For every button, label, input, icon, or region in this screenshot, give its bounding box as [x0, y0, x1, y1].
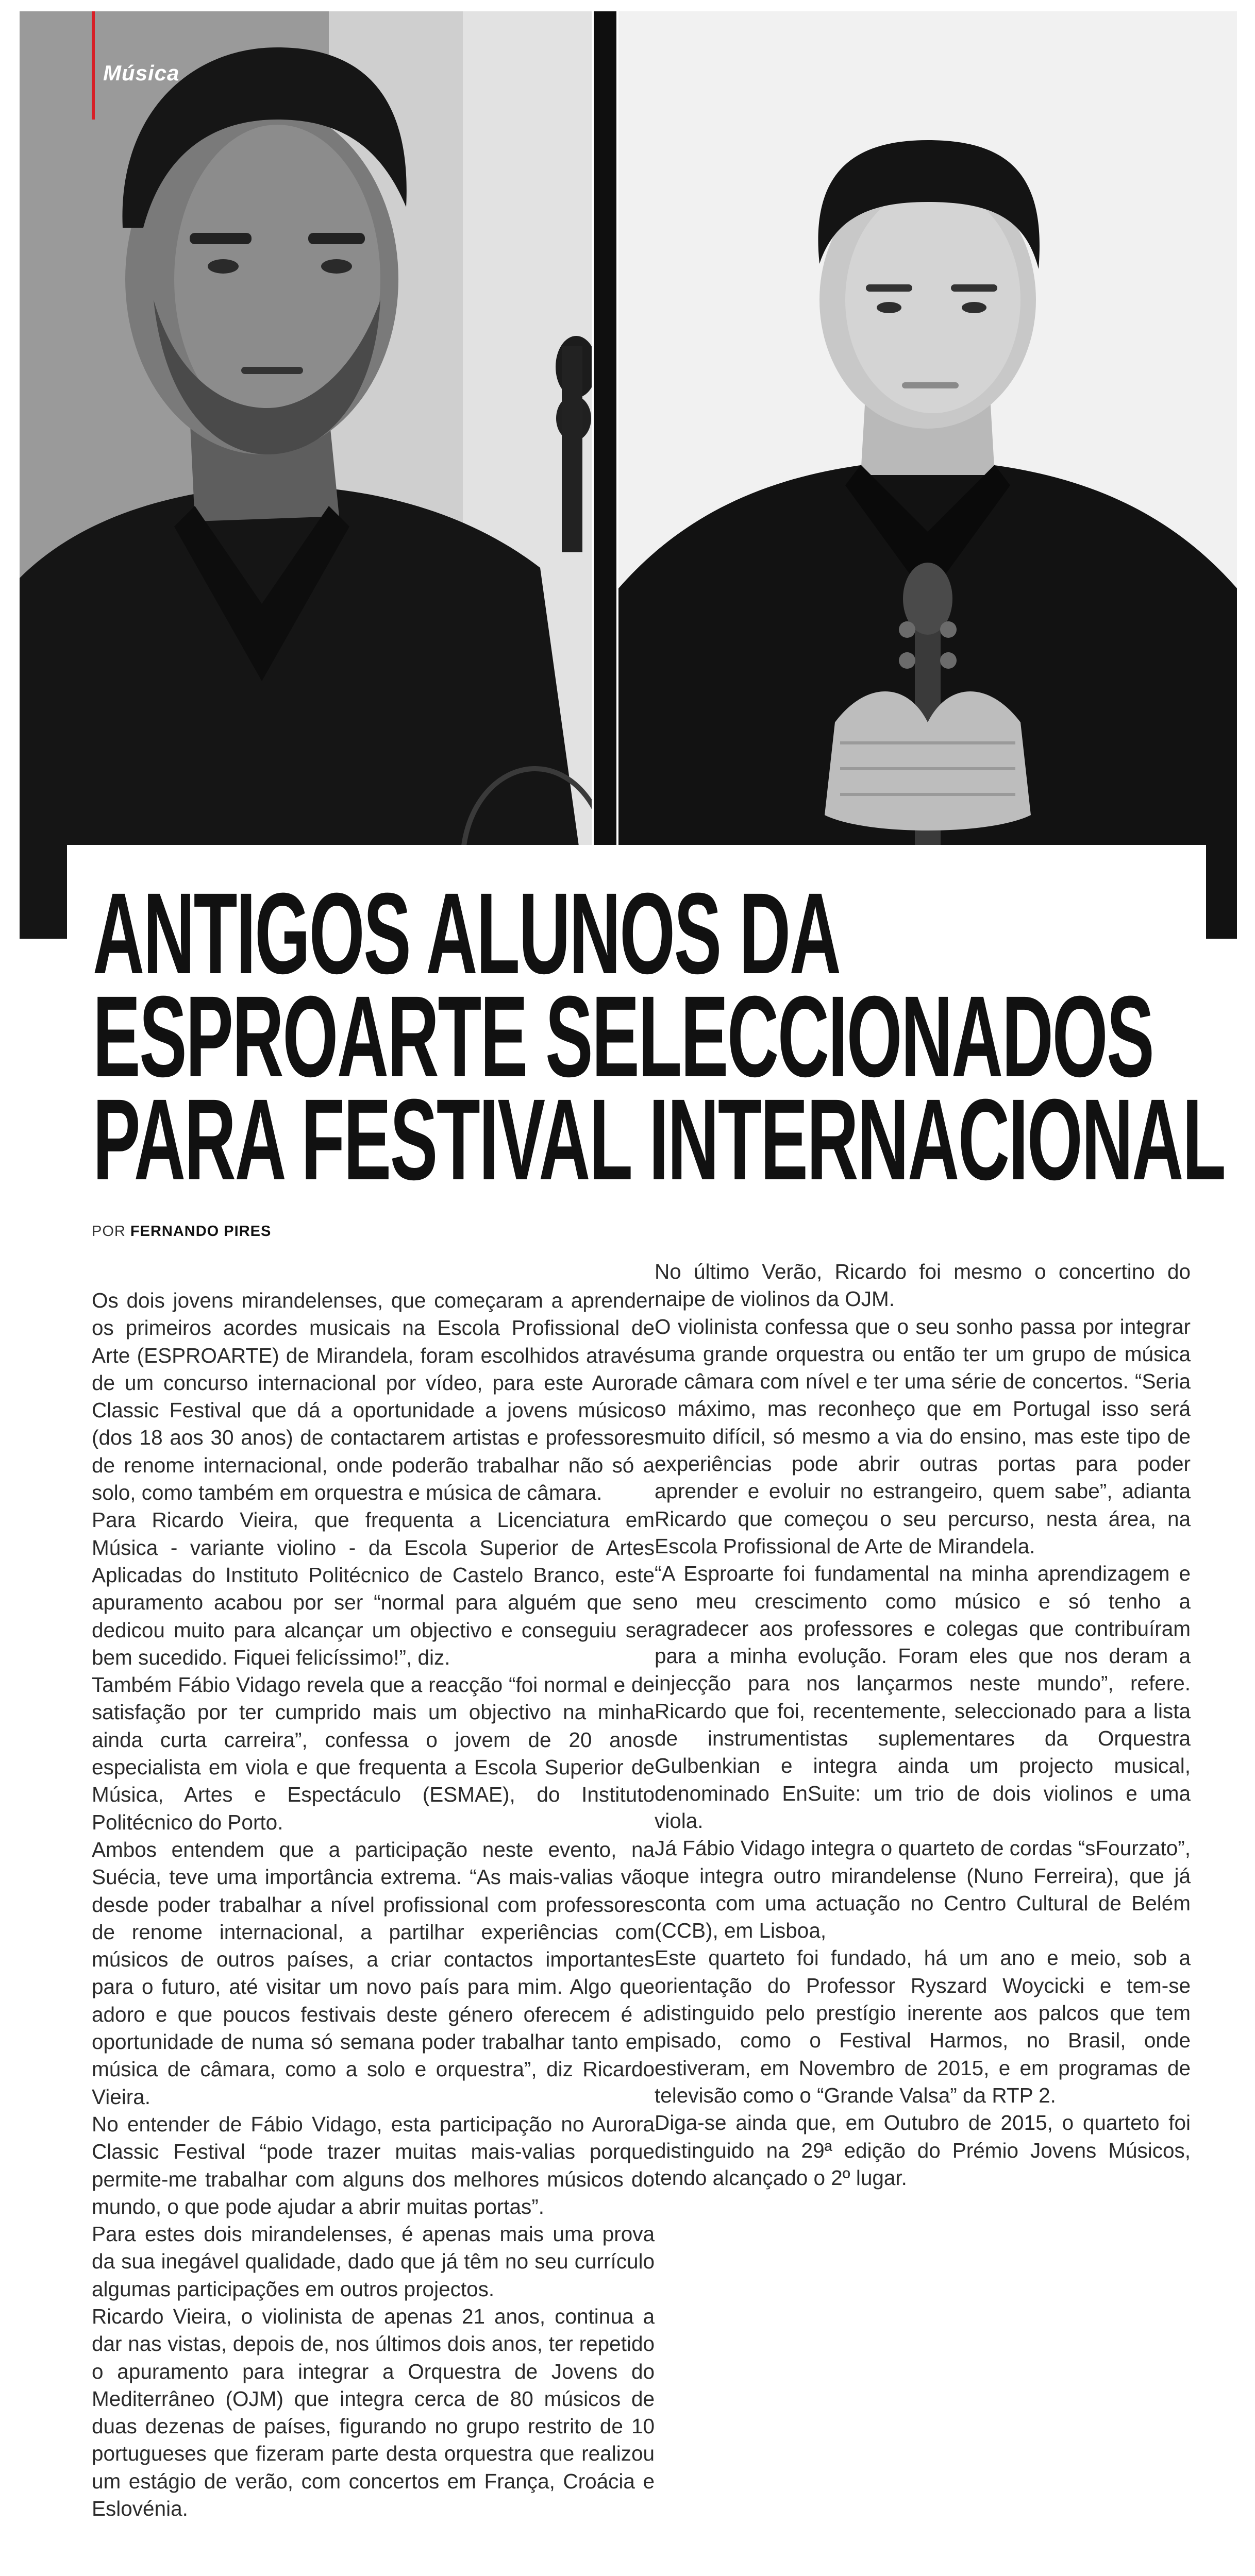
portrait-right-illustration	[618, 11, 1237, 939]
headline-line-1: ANTIGOS ALUNOS DA	[93, 869, 840, 998]
paragraph: O violinista confessa que o seu sonho passa por integrar uma grande orquestra ou então ter um grupo de música de câmara com nível e ter uma série de concertos. “Seria o máximo, mas reconheço que em Portugal isso será muito difícil, só mesmo a via do ensino, mas este tipo de experiências pode abrir outras portas para poder aprender e evoluir no estrangeiro, quem sabe”, adianta Ricardo que começou o seu percurso, nesta área, na Escola Profissional de Arte de Mirandela.	[655, 1314, 1191, 1558]
section-marker-bar	[92, 11, 95, 120]
portrait-left-illustration	[20, 11, 592, 939]
paragraph: Os dois jovens mirandelenses, que começaram a aprender os primeiros acordes musicais na Escola Profissional de Arte (ESPROARTE) de Mirandela, foram escolhidos através de um concurso internacional por vídeo, para este Aurora Classic Festival que dá a oportunidade a jovens músicos (dos 18 aos 30 anos) de contactarem artistas e professores de renome internacional, onde poderão trabalhar não só a solo, como também em orquestra e música de câmara.	[92, 1289, 655, 1505]
paragraph: No último Verão, Ricardo foi mesmo o concertino do naipe de violinos da OJM.	[655, 1260, 1191, 1311]
paragraph: “A Esproarte foi fundamental na minha aprendizagem e no meu crescimento como músico e só tenho a agradecer aos professores e colegas que contribuíram para a minha evolução. Foram eles que nos deram a injecção para nos lançarmos neste mundo”, refere. Ricardo que foi, recentemente, seleccionado para a lista de instrumentistas suplementares da Orquestra Gulbenkian e integra ainda um projecto musical, denominado EnSuite: um trio de dois violinos e uma viola.	[655, 1562, 1191, 1833]
byline-author: FERNANDO PIRES	[130, 1223, 272, 1240]
photo-ricardo-vieira	[20, 11, 592, 939]
article-column-right	[655, 1258, 1191, 2192]
paragraph: Para Ricardo Vieira, que frequenta a Licenciatura em Música - variante violino - da Escola Superior de Artes Aplicadas do Instituto Politécnico de Castelo Branco, este apuramento acabou por ser “normal para alguém que se dedicou muito para alcançar um objectivo e conseguiu ser bem sucedido. Fiquei felicíssimo!”, diz.	[92, 1508, 655, 1669]
byline	[92, 1223, 271, 1240]
paragraph: Diga-se ainda que, em Outubro de 2015, o quarteto foi distinguido na 29ª edição do Prémio Jovens Músicos, tendo alcançado o 2º lugar.	[655, 2111, 1191, 2190]
photo-fabio-vidago	[618, 11, 1237, 939]
headline-line-3: PARA FESTIVAL INTERNACIONAL	[93, 1075, 1225, 1204]
article-column-left	[92, 1287, 655, 2522]
paragraph: No entender de Fábio Vidago, esta participação no Aurora Classic Festival “pode trazer muitas mais-valias porque permite-me trabalhar com alguns dos melhores músicos do mundo, o que pode ajudar a abrir muitas portas”.	[92, 2112, 655, 2218]
paragraph: Ambos entendem que a participação neste evento, na Suécia, teve uma importância extrema. “As mais-valias vão desde poder trabalhar a nível profissional com professores de renome internacional, a partilhar experiências com músicos de outros países, a criar contactos importantes para o futuro, até visitar um novo país para mim. Algo que adoro e que poucos festivais deste género oferecem é a oportunidade de numa só semana poder trabalhar tanto em música de câmara, como a solo e orquestra”, diz Ricardo Vieira.	[92, 1837, 655, 2109]
paragraph: Este quarteto foi fundado, há um ano e meio, sob a orientação do Professor Ryszard Woycicki e tem-se distinguido pelo prestígio inerente aos palcos que tem pisado, como o Festival Harmos, no Brasil, onde estiveram, em Novembro de 2015, e em programas de televisão como o “Grande Valsa” da RTP 2.	[655, 1946, 1191, 2107]
photo-divider	[594, 11, 616, 939]
byline-prefix: POR	[92, 1223, 126, 1240]
headline-line-2: ESPROARTE SELECCIONADOS	[93, 972, 1153, 1101]
section-label: Música	[103, 61, 180, 85]
paragraph: Também Fábio Vidago revela que a reacção “foi normal e de satisfação por ter cumprido mais um objectivo na minha ainda curta carreira”, confessa o jovem de 20 anos especialista em viola e que frequenta a Escola Superior de Música, Artes e Espectáculo (ESMAE), do Instituto Politécnico do Porto.	[92, 1673, 655, 1834]
paragraph: Para estes dois mirandelenses, é apenas mais uma prova da sua inegável qualidade, dado que já têm no seu currículo algumas participações em outros projectos.	[92, 2222, 655, 2301]
paragraph: Já Fábio Vidago integra o quarteto de cordas “sFourzato”, que integra outro mirandelense (Nuno Ferreira), que já conta com uma actuação no Centro Cultural de Belém (CCB), em Lisboa,	[655, 1836, 1191, 1943]
paragraph: Ricardo Vieira, o violinista de apenas 21 anos, continua a dar nas vistas, depois de, nos últimos dois anos, ter repetido o apuramento para integrar a Orquestra de Jovens do Mediterrâneo (OJM) que integra cerca de 80 músicos de duas dezenas de países, figurando no grupo restrito de 10 portugueses que fizeram parte desta orquestra que realizou um estágio de verão, com concertos em França, Croácia e Eslovénia.	[92, 2304, 655, 2521]
